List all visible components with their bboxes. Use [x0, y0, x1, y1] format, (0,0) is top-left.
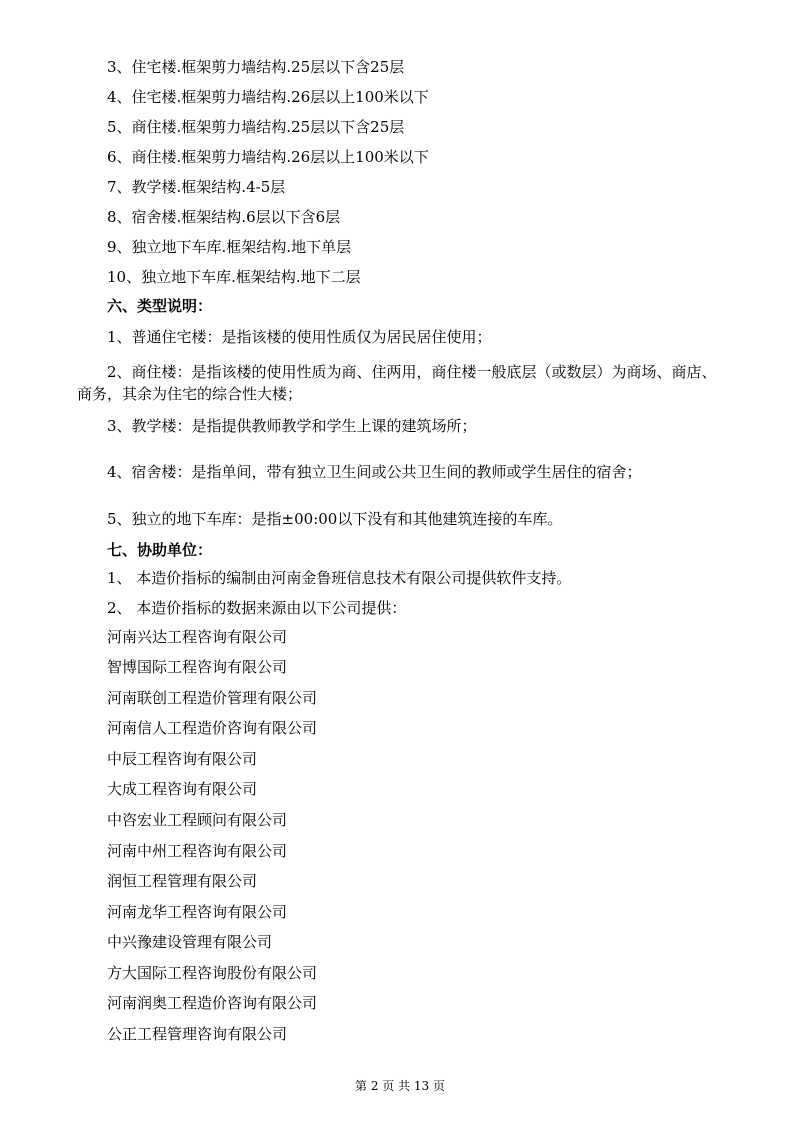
paragraph-dormitory: 4、宿舍楼：是指单间，带有独立卫生间或公共卫生间的教师或学生居住的宿舍；: [107, 463, 642, 481]
company-list-item: 方大国际工程咨询股份有限公司: [107, 964, 318, 982]
paragraph-data-source: 2、 本造价指标的数据来源由以下公司提供：: [107, 599, 407, 617]
list-item: 9、独立地下车库.框架结构.地下单层: [107, 238, 352, 256]
company-list-item: 中兴豫建设管理有限公司: [107, 933, 273, 951]
list-item: 3、住宅楼.框架剪力墙结构.25层以下含25层: [107, 58, 405, 76]
paragraph-residential: 1、普通住宅楼：是指该楼的使用性质仅为居民居住使用；: [107, 328, 492, 346]
company-list-item: 公正工程管理咨询有限公司: [107, 1025, 288, 1043]
company-list-item: 河南信人工程造价咨询有限公司: [107, 719, 318, 737]
paragraph-underground-garage: 5、独立的地下车库：是指±00:00以下没有和其他建筑连接的车库。: [107, 510, 563, 528]
list-item: 10、独立地下车库.框架结构.地下二层: [107, 268, 361, 286]
paragraph-commercial-residential: 2、商住楼：是指该楼的使用性质为商、住两用，商住楼一般底层（或数层）为商场、商店、: [107, 363, 717, 381]
list-item: 6、商住楼.框架剪力墙结构.26层以上100米以下: [107, 148, 429, 166]
paragraph-commercial-residential-cont: 商务，其余为住宅的综合性大楼；: [77, 385, 303, 403]
company-list-item: 河南兴达工程咨询有限公司: [107, 628, 288, 646]
company-list-item: 智博国际工程咨询有限公司: [107, 658, 288, 676]
paragraph-software-support: 1、 本造价指标的编制由河南金鲁班信息技术有限公司提供软件支持。: [107, 569, 572, 587]
list-item: 5、商住楼.框架剪力墙结构.25层以下含25层: [107, 118, 405, 136]
company-list-item: 中咨宏业工程顾问有限公司: [107, 811, 288, 829]
list-item: 8、宿舍楼.框架结构.6层以下含6层: [107, 208, 341, 226]
company-list-item: 润恒工程管理有限公司: [107, 872, 258, 890]
company-list-item: 中辰工程咨询有限公司: [107, 750, 258, 768]
company-list-item: 河南润奥工程造价咨询有限公司: [107, 994, 318, 1012]
company-list-item: 大成工程咨询有限公司: [107, 780, 258, 798]
company-list-item: 河南中州工程咨询有限公司: [107, 842, 288, 860]
page-number-footer: 第 2 页 共 13 页: [355, 1079, 445, 1093]
company-list-item: 河南龙华工程咨询有限公司: [107, 903, 288, 921]
company-list-item: 河南联创工程造价管理有限公司: [107, 689, 318, 707]
paragraph-teaching-building: 3、教学楼：是指提供教师教学和学生上课的建筑场所；: [107, 417, 477, 435]
list-item: 4、住宅楼.框架剪力墙结构.26层以上100米以下: [107, 88, 429, 106]
list-item: 7、教学楼.框架结构.4-5层: [107, 178, 286, 196]
section-heading-assisting-units: 七、协助单位：: [107, 541, 213, 559]
section-heading-type-description: 六、类型说明：: [107, 297, 213, 315]
